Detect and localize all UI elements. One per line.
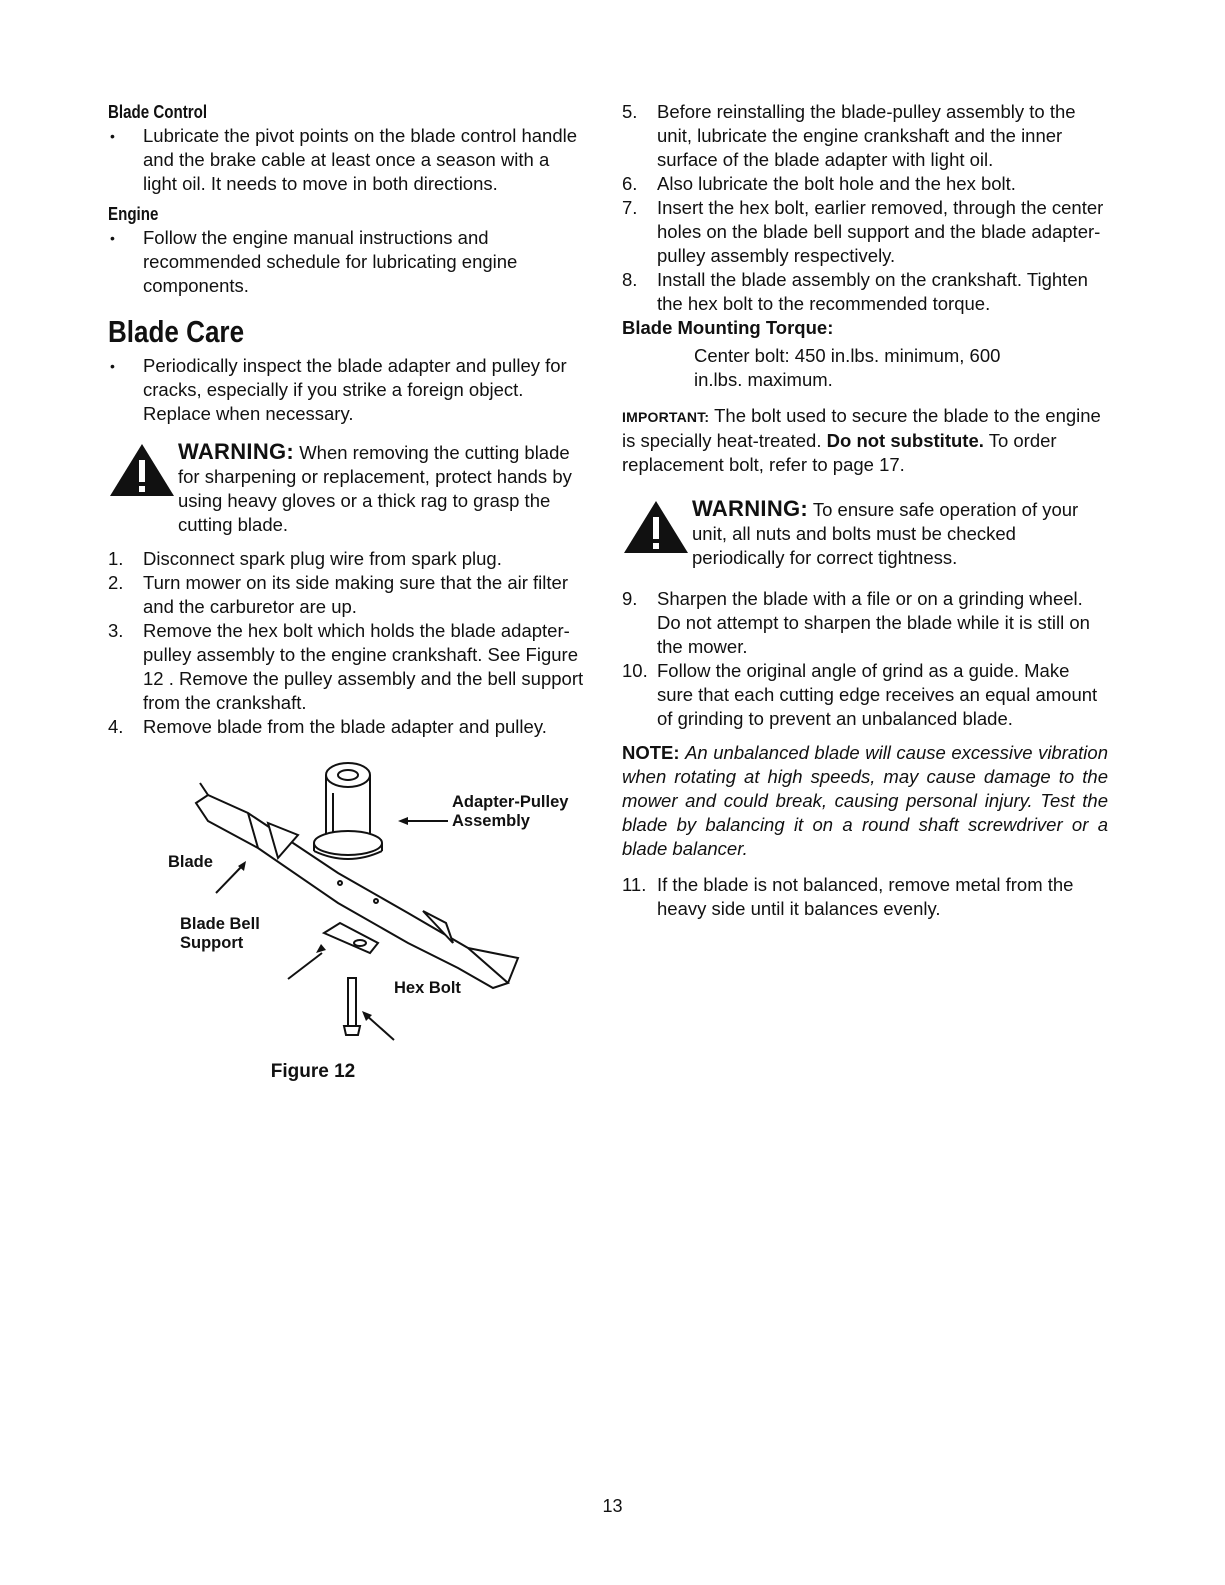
label-hex-bolt: Hex Bolt [394, 979, 461, 997]
bullet-mark: • [110, 230, 115, 246]
steps-list [108, 547, 588, 739]
list-item [622, 100, 1108, 172]
important-paragraph [622, 404, 1108, 477]
list-item [108, 226, 588, 298]
figure-12 [108, 753, 588, 1053]
label-adapter-line1: Adapter-Pulley [452, 793, 569, 811]
warning-text: When removing the cutting blade for sharpening or replacement, protect hands by using heavy gloves or a thick rag to grasp the cutting blade. [178, 442, 572, 535]
list-item [108, 715, 588, 739]
list-item [108, 571, 588, 619]
bullet-mark: • [110, 128, 115, 144]
list-item [108, 124, 588, 196]
note-text: An unbalanced blade will cause excessive vibration when rotating at high speeds, may cause damage to the mower and could break, causing personal injury. Test the blade by balancing it on a round shaft screwdriver or a blade balancer. [622, 742, 1108, 859]
step-number: 9. [622, 588, 638, 609]
step-number: 3. [108, 620, 124, 641]
note-paragraph [622, 741, 1108, 861]
step-text: Insert the hex bolt, earlier removed, through the center holes on the blade bell support and the blade adapter-pulley assembly respectively. [657, 197, 1104, 266]
warning-text-block [692, 497, 1108, 570]
figure-caption: Figure 12 [270, 1061, 356, 1082]
step-number: 8. [622, 269, 638, 290]
list-item [108, 354, 588, 426]
bullet-mark: • [110, 358, 115, 374]
blade-care-text: Periodically inspect the blade adapter and pulley for cracks, especially if you strike a foreign object. Replace when necessary. [143, 355, 567, 424]
step-text: Disconnect spark plug wire from spark plug. [143, 548, 502, 569]
torque-line-2: in.lbs. maximum. [694, 369, 833, 390]
blade-control-heading: Blade Control [108, 102, 208, 122]
warning-text-block [178, 440, 588, 537]
warning-block [108, 440, 588, 537]
step-text: Also lubricate the bolt hole and the hex bolt. [657, 173, 1016, 194]
list-item [622, 587, 1108, 659]
label-blade-bell-support [180, 915, 260, 953]
warning-label: WARNING: [178, 439, 295, 464]
left-column [108, 100, 588, 1083]
torque-heading: Blade Mounting Torque: [622, 317, 834, 338]
warning-label: WARNING: [692, 496, 809, 521]
label-bell-line1: Blade Bell [180, 915, 260, 933]
steps-list-2 [622, 587, 1108, 731]
label-adapter-pulley [452, 793, 568, 831]
steps-list [622, 100, 1108, 316]
torque-values [622, 344, 1108, 392]
step-number: 2. [108, 572, 124, 593]
step-text: Turn mower on its side making sure that the air filter and the carburetor are up. [143, 572, 568, 617]
page-number: 13 [602, 1496, 623, 1516]
step-text: If the blade is not balanced, remove metal from the heavy side until it balances evenly. [657, 874, 1074, 919]
label-adapter-line2: Assembly [452, 812, 530, 830]
step-number: 7. [622, 197, 638, 218]
step-text: Before reinstalling the blade-pulley assembly to the unit, lubricate the engine crankshaft and the inner surface of the blade adapter with light oil. [657, 101, 1076, 170]
list-item [622, 659, 1108, 731]
step-number: 1. [108, 548, 124, 569]
step-number: 11. [622, 874, 647, 895]
step-text: Remove blade from the blade adapter and pulley. [143, 716, 547, 737]
engine-heading: Engine [108, 204, 159, 224]
warning-triangle-icon [108, 440, 178, 532]
list-item [622, 873, 1108, 921]
warning-block [622, 497, 1108, 577]
label-bell-line2: Support [180, 934, 244, 952]
step-text: Follow the original angle of grind as a guide. Make sure that each cutting edge receives an equal amount of grinding to prevent an unbalanced blade. [657, 660, 1098, 729]
step-text: Sharpen the blade with a file or on a grinding wheel. Do not attempt to sharpen the blade while it is still on the mower. [657, 588, 1090, 657]
list-item [622, 196, 1108, 268]
warning-text: To ensure safe operation of your unit, all nuts and bolts must be checked periodically for correct tightness. [692, 499, 1079, 568]
step-text: Install the blade assembly on the crankshaft. Tighten the hex bolt to the recommended torque. [657, 269, 1088, 314]
steps-list-3 [622, 873, 1108, 921]
blade-care-heading: Blade Care [108, 314, 245, 349]
step-text: Remove the hex bolt which holds the blade adapter-pulley assembly to the engine crankshaft. See Figure 12 . Remove the pulley assembly and the bell support from the crankshaft. [143, 620, 584, 713]
important-text-2: To order replacement bolt, refer to page 17. [622, 430, 1057, 475]
list-item [108, 547, 588, 571]
step-number: 10. [622, 660, 648, 681]
right-column [622, 100, 1108, 921]
important-bold: Do not substitute. [826, 430, 984, 451]
list-item [622, 268, 1108, 316]
torque-line-1: Center bolt: 450 in.lbs. minimum, 600 [694, 345, 1001, 366]
note-label: NOTE: [622, 742, 680, 763]
list-item [622, 172, 1108, 196]
important-label: IMPORTANT: [622, 409, 710, 425]
warning-triangle-icon [622, 497, 692, 577]
important-text-1: The bolt used to secure the blade to the engine is specially heat-treated. [622, 405, 1101, 451]
step-number: 4. [108, 716, 124, 737]
list-item [108, 619, 588, 715]
step-number: 6. [622, 173, 638, 194]
engine-text: Follow the engine manual instructions and recommended schedule for lubricating engine components. [143, 227, 518, 296]
label-blade: Blade [168, 853, 213, 871]
step-number: 5. [622, 101, 638, 122]
blade-control-text: Lubricate the pivot points on the blade control handle and the brake cable at least once a season with a light oil. It needs to move in both directions. [143, 125, 578, 194]
